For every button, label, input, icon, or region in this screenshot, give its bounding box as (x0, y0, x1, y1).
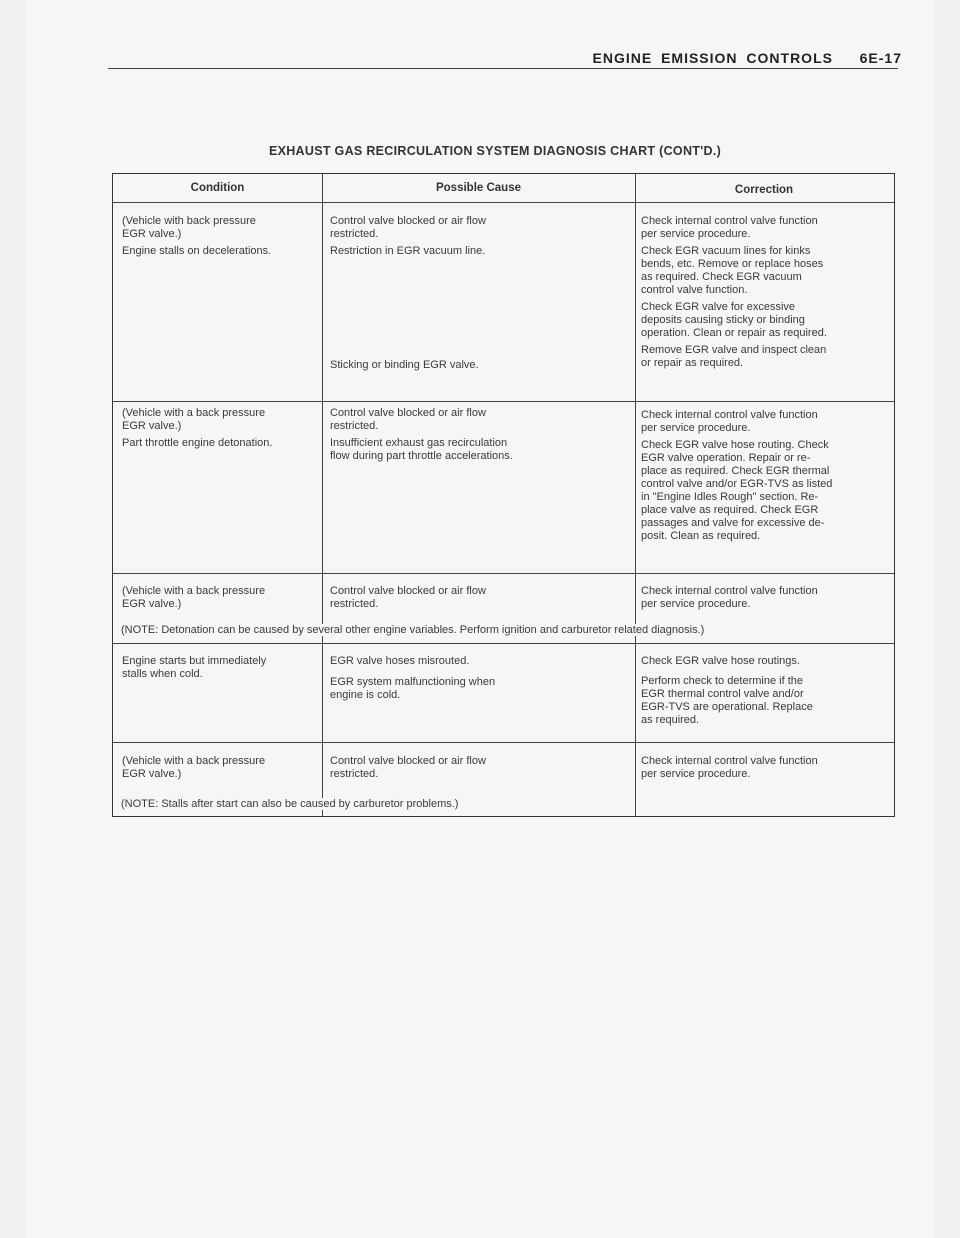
correction-text: Check EGR valve hose routing. Check EGR valve operation. Repair or re- place as required. Check EGR thermal control valve and/or EGR-TVS as listed in "Engine Idles Rough" section. Re- place valve as required. Check EGR passages and valve for excessive de- posit. Clean as required. (641, 439, 833, 542)
table-row-3-corrections (641, 585, 891, 615)
page-header (593, 50, 903, 66)
column-divider (635, 174, 636, 816)
correction-text: Check internal control valve function per service procedure. (641, 409, 818, 434)
table-row-2-causes (330, 407, 630, 467)
correction-text: Check EGR valve for excessive deposits causing sticky or binding operation. Clean or repair as required. (641, 301, 827, 339)
row-divider (113, 742, 894, 743)
cause-text: Control valve blocked or air flow restricted. (330, 755, 486, 780)
correction-text: Perform check to determine if the EGR thermal control valve and/or EGR-TVS are operational. Replace as required. (641, 675, 813, 726)
correction-text: Remove EGR valve and inspect clean or repair as required. (641, 344, 827, 369)
table-row-1-causes (330, 215, 630, 376)
row-divider (113, 573, 894, 574)
table-row-5-causes (330, 755, 630, 785)
cause-text: EGR valve hoses misrouted. (330, 655, 470, 667)
condition-text: (Vehicle with back pressure EGR valve.) (122, 215, 256, 240)
cause-text: EGR system malfunctioning when engine is cold. (330, 676, 496, 701)
table-note: (NOTE: Detonation can be caused by several other engine variables. Perform ignition and carburetor related diagnosis.) (121, 624, 705, 636)
table-row-5-corrections (641, 755, 891, 785)
cause-text: Control valve blocked or air flow restricted. (330, 215, 486, 240)
table-row-2-corrections (641, 409, 891, 547)
correction-text: Check EGR vacuum lines for kinks bends, etc. Remove or replace hoses as required. Check EGR vacuum control valve function. (641, 245, 824, 296)
condition-text: Part throttle engine detonation. (122, 437, 273, 449)
correction-text: Check EGR valve hose routings. (641, 655, 800, 667)
cause-text: Sticking or binding EGR valve. (330, 359, 479, 371)
condition-text: Engine starts but immediately stalls when cold. (122, 655, 267, 680)
correction-text: Check internal control valve function per service procedure. (641, 585, 818, 610)
table-row-3-condition (122, 585, 327, 615)
cause-text: Control valve blocked or air flow restricted. (330, 585, 486, 610)
column-divider (322, 174, 323, 816)
correction-text: Check internal control valve function per service procedure. (641, 215, 818, 240)
table-row-4-corrections (641, 655, 891, 731)
row-divider (113, 401, 894, 402)
table-row-2-condition (122, 407, 327, 454)
column-header-possible-cause: Possible Cause (435, 182, 521, 194)
condition-text: (Vehicle with a back pressure EGR valve.) (122, 585, 266, 610)
page-number: 6E-17 (859, 50, 902, 66)
cause-text: Control valve blocked or air flow restricted. (330, 407, 486, 432)
table-row-4-condition (122, 655, 327, 685)
chart-title: EXHAUST GAS RECIRCULATION SYSTEM DIAGNOSIS CHART (CONT'D.) (268, 144, 722, 158)
table-row-4-causes (330, 655, 630, 706)
table-row-1-condition (122, 215, 327, 262)
column-header-condition: Condition (190, 182, 245, 194)
diagnosis-table (112, 173, 895, 817)
condition-text: (Vehicle with a back pressure EGR valve.) (122, 407, 266, 432)
column-header-correction: Correction (734, 184, 794, 196)
header-row-divider (113, 202, 894, 203)
row-divider (113, 643, 894, 644)
condition-text: Engine stalls on decelerations. (122, 245, 272, 257)
correction-text: Check internal control valve function per service procedure. (641, 755, 818, 780)
table-row-5-condition (122, 755, 327, 785)
table-row-1-corrections (641, 215, 891, 374)
header-title: ENGINE EMISSION CONTROLS (592, 50, 833, 66)
cause-text: Restriction in EGR vacuum line. (330, 245, 486, 257)
cause-text: Insufficient exhaust gas recirculation flow during part throttle accelerations. (330, 437, 513, 462)
table-note: (NOTE: Stalls after start can also be caused by carburetor problems.) (121, 798, 459, 810)
condition-text: (Vehicle with a back pressure EGR valve.) (122, 755, 266, 780)
table-row-3-causes (330, 585, 630, 615)
header-rule (108, 68, 898, 69)
